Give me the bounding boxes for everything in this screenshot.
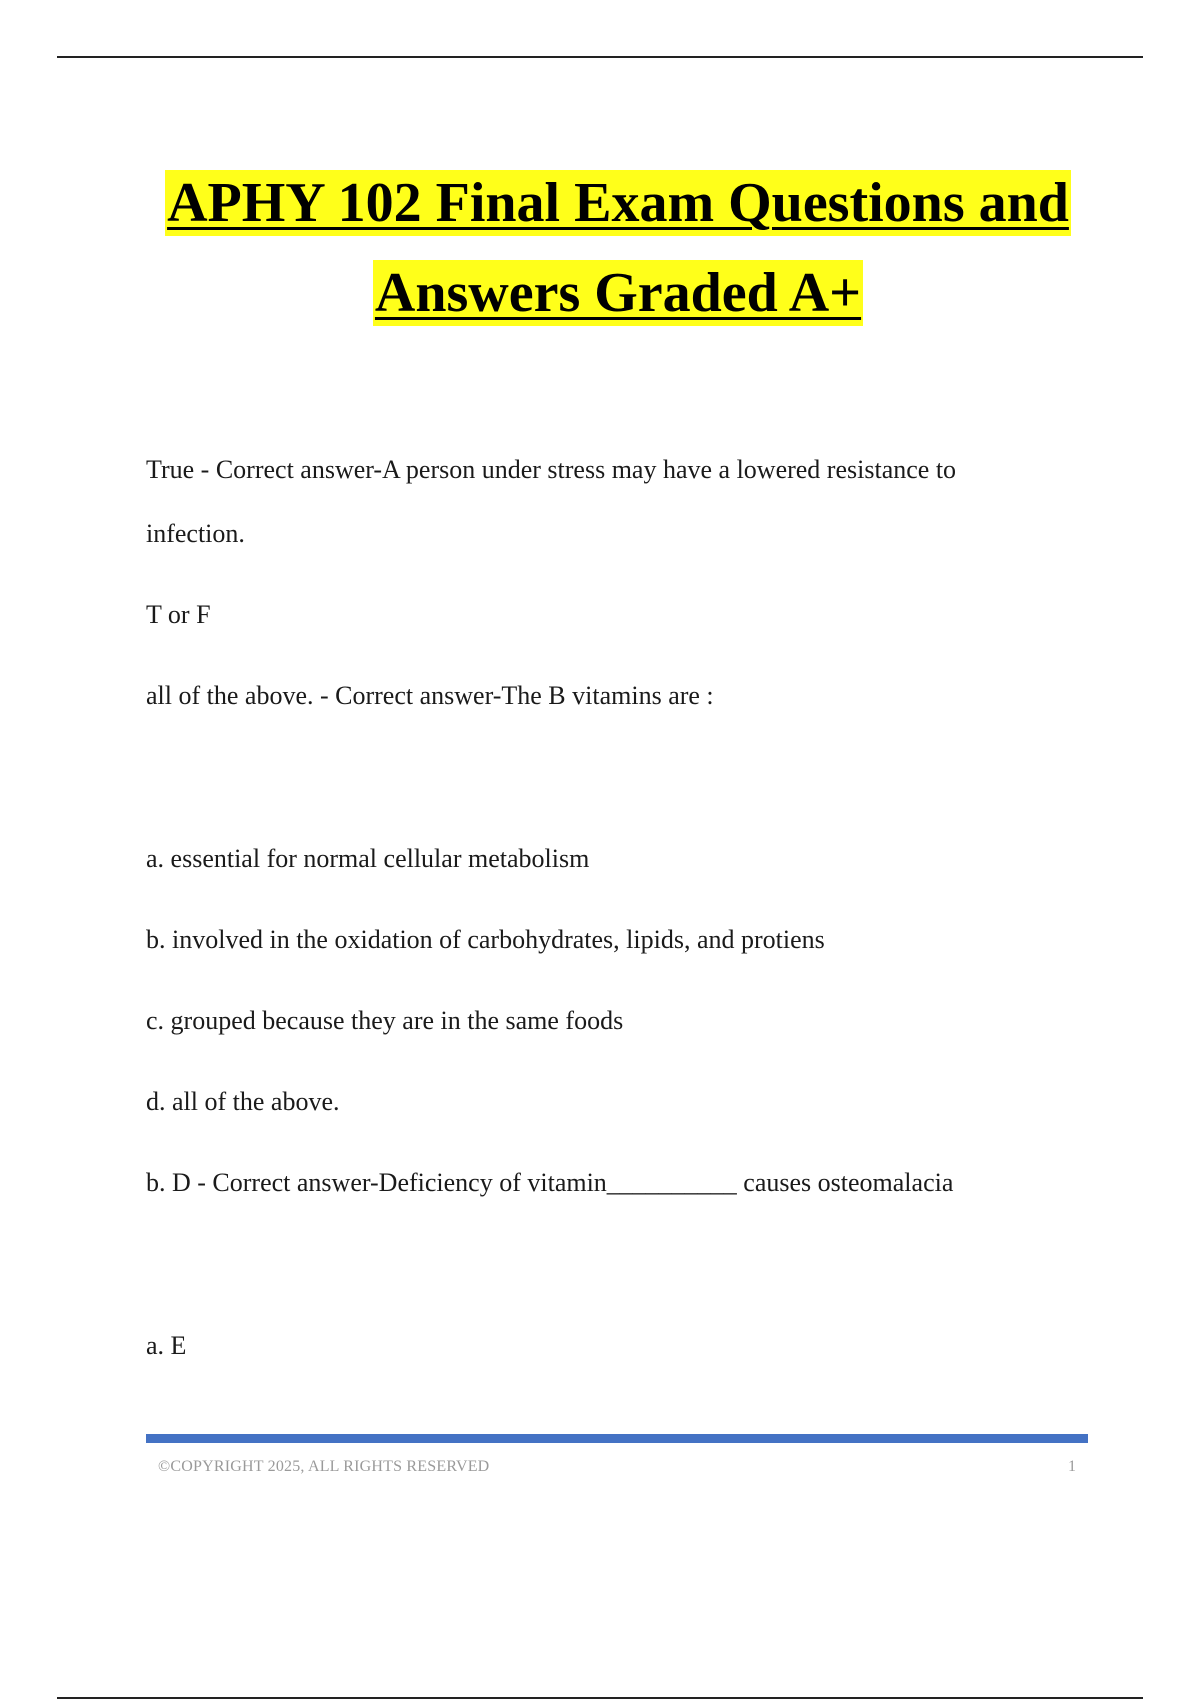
footer-bar bbox=[146, 1434, 1088, 1443]
top-rule bbox=[57, 56, 1143, 58]
document-title bbox=[0, 170, 1200, 326]
bottom-rule bbox=[57, 1697, 1143, 1699]
page-number: 1 bbox=[1068, 1458, 1077, 1475]
paragraph-q3: b. D - Correct answer-Deficiency of vitamin__________ causes osteomalacia bbox=[146, 1168, 954, 1197]
paragraph-q1-line1: True - Correct answer-A person under stress may have a lowered resistance to bbox=[146, 455, 957, 484]
title-line-2: Answers Graded A+ bbox=[374, 262, 862, 324]
option-b: b. involved in the oxidation of carbohydrates, lipids, and protiens bbox=[146, 925, 825, 954]
paragraph-q1-line2: infection. bbox=[146, 519, 245, 548]
option-a: a. essential for normal cellular metabolism bbox=[146, 844, 590, 873]
option-d: d. all of the above. bbox=[146, 1087, 340, 1116]
option-a-q3: a. E bbox=[146, 1331, 187, 1360]
paragraph-q1-prompt: T or F bbox=[146, 600, 211, 629]
paragraph-q2: all of the above. - Correct answer-The B vitamins are : bbox=[146, 681, 714, 710]
footer-copyright: ©COPYRIGHT 2025, ALL RIGHTS RESERVED bbox=[158, 1458, 490, 1475]
option-c: c. grouped because they are in the same foods bbox=[146, 1006, 624, 1035]
title-line-1: APHY 102 Final Exam Questions and bbox=[167, 172, 1069, 234]
